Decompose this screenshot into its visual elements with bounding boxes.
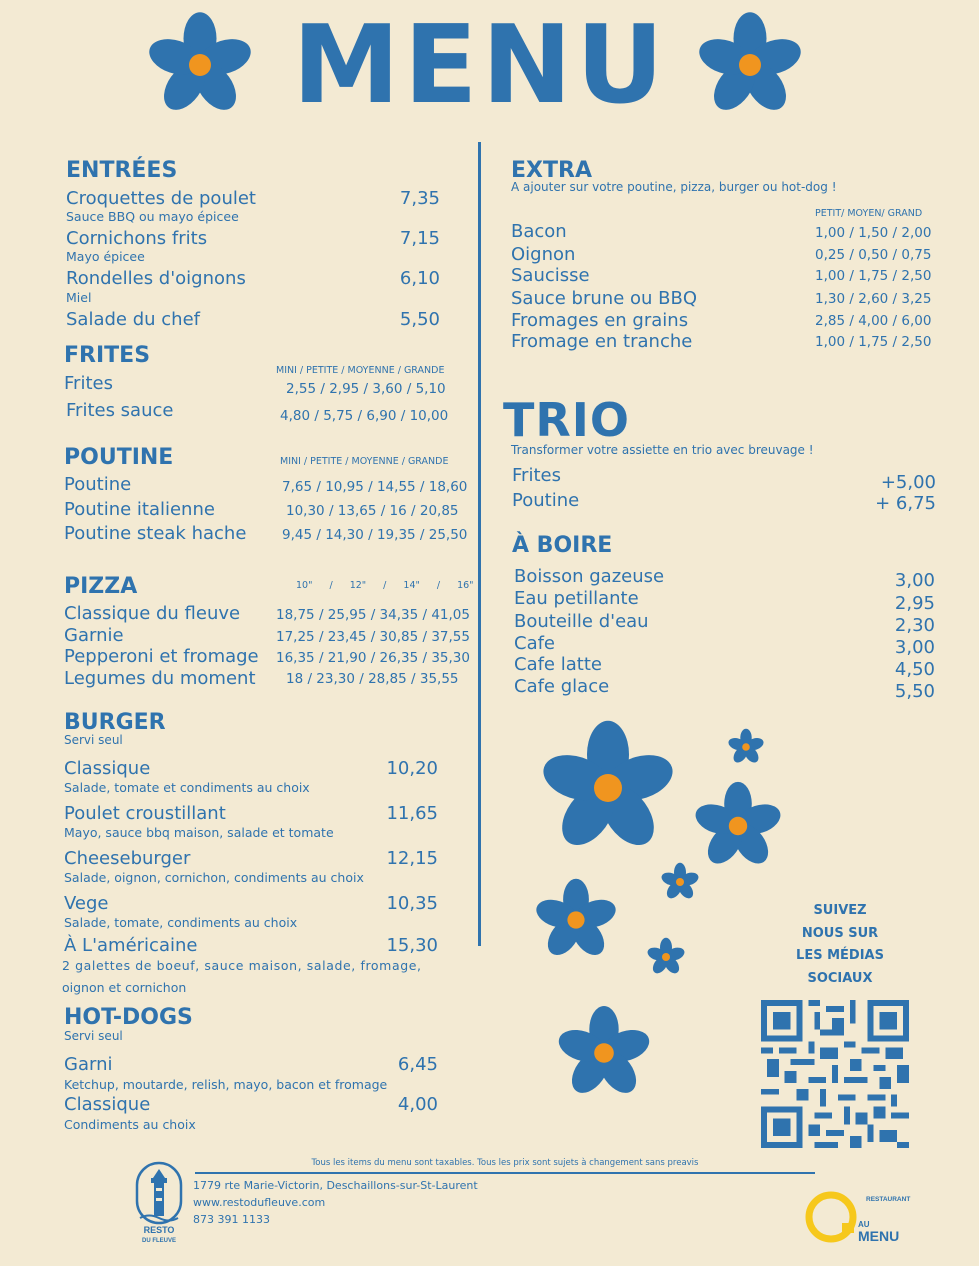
flower-icon [646,937,686,977]
item-name: Cafe latte [514,654,602,675]
social-line: SOCIAUX [807,970,873,986]
item-prices: 1,00 / 1,75 / 2,50 [815,268,932,284]
item-price: 3,00 [894,570,935,591]
section-subtitle: Transformer votre assiette en trio avec breuvage ! [511,443,814,457]
item-name: Classique [64,1094,151,1115]
item-name: Classique du fleuve [64,603,241,624]
item-name: Eau petillante [514,588,639,609]
item-name: Poutine steak hache [64,523,247,544]
social-line: NOUS SUR [801,925,879,941]
item-prices: 10,30 / 13,65 / 16 / 20,85 [286,503,459,519]
item-price: +5,00 [880,472,936,493]
item-prices: 18 / 23,30 / 28,85 / 35,55 [286,671,459,687]
social-line: SUIVEZ [813,903,867,918]
item-prices: 4,80 / 5,75 / 6,90 / 10,00 [280,408,449,424]
aliments-du-quebec-badge [804,1190,914,1246]
badge-small: RESTAURANT [866,1196,911,1203]
item-prices: 1,00 / 1,75 / 2,50 [815,334,932,350]
item-desc: Miel [66,290,92,305]
item-prices: 18,75 / 25,95 / 34,35 / 41,05 [276,607,470,623]
footer-phone: 873 391 1133 [193,1213,270,1226]
item-desc: Condiments au choix [64,1117,196,1132]
item-name: Poulet croustillant [64,803,226,824]
item-name: Fromages en grains [511,310,689,331]
item-price: 2,30 [894,615,935,636]
item-prices: 0,25 / 0,50 / 0,75 [815,247,932,263]
item-name: Cornichons frits [66,228,208,249]
item-prices: 1,00 / 1,50 / 2,00 [815,225,932,241]
item-name: Garnie [64,625,124,646]
item-prices: 1,30 / 2,60 / 3,25 [815,291,932,307]
item-desc: oignon et cornichon [62,980,187,995]
item-prices: 17,25 / 23,45 / 30,85 / 37,55 [276,629,470,645]
item-name: Cheeseburger [64,848,191,869]
item-desc: Ketchup, moutarde, relish, mayo, bacon et fromage [64,1077,388,1092]
item-name: Bouteille d'eau [514,611,649,632]
item-price: 7,15 [399,228,440,249]
section-subtitle: Servi seul [64,1029,123,1043]
item-prices: 2,85 / 4,00 / 6,00 [815,313,932,329]
footer-note: Tous les items du menu sont taxables. Tous les prix sont sujets à changement sans preavis [311,1158,699,1168]
item-name: Poutine [512,490,580,511]
resto-logo [134,1160,184,1248]
flower-icon [727,728,765,766]
item-price: 5,50 [399,309,440,330]
social-callout [770,900,910,990]
item-price: 6,45 [397,1054,438,1075]
badge-menu: MENU [858,1228,900,1244]
size-header: MINI / PETITE / MOYENNE / GRANDE [280,456,449,467]
section-title-entrees: ENTRÉES [66,158,178,183]
footer-divider [195,1172,815,1174]
flower-icon [690,10,810,120]
badge-au: AU [858,1220,870,1229]
item-name: Frites sauce [66,400,174,421]
item-name: Cafe [514,633,556,654]
section-title-poutine: POUTINE [64,445,174,470]
item-name: Sauce brune ou BBQ [511,288,698,309]
item-name: Fromage en tranche [511,331,693,352]
flower-icon [140,10,260,120]
item-price: + 6,75 [875,493,936,514]
item-name: Frites [64,373,113,394]
item-price: 3,00 [894,637,935,658]
item-name: Legumes du moment [64,668,256,689]
item-price: 4,50 [894,659,935,680]
item-price: 10,20 [386,758,438,779]
item-price: 6,10 [399,268,440,289]
item-price: 2,95 [894,593,935,614]
flower-icon [555,1004,653,1102]
column-divider [478,142,481,946]
flower-icon [538,718,678,858]
section-title-frites: FRITES [64,343,151,368]
item-desc: Salade, tomate et condiments au choix [64,780,310,795]
item-name: Frites [512,465,561,486]
item-price: 4,00 [397,1094,438,1115]
item-name: À L'américaine [64,935,198,956]
item-name: Croquettes de poulet [66,188,256,209]
item-price: 5,50 [894,681,935,702]
flower-icon [660,862,700,902]
item-name: Oignon [511,244,576,265]
item-prices: 2,55 / 2,95 / 3,60 / 5,10 [286,381,446,397]
section-title-burger: BURGER [64,710,166,735]
item-prices: 16,35 / 21,90 / 26,35 / 35,30 [276,650,470,666]
item-desc: Salade, oignon, cornichon, condiments au choix [64,870,364,885]
size-header: 10" / 12" / 14" / 16" [296,580,474,591]
section-subtitle: A ajouter sur votre poutine, pizza, burger ou hot-dog ! [511,180,837,194]
item-name: Salade du chef [66,309,200,330]
item-name: Boisson gazeuse [514,566,665,587]
item-name: Cafe glace [514,676,610,697]
item-name: Bacon [511,221,567,242]
logo-text: RESTO [143,1225,175,1235]
social-line: LES MÉDIAS [796,948,884,963]
footer-website[interactable]: www.restodufleuve.com [193,1196,326,1209]
item-price: 15,30 [386,935,438,956]
flower-icon [692,780,784,872]
qr-code[interactable] [760,1000,910,1148]
footer-address: 1779 rte Marie-Victorin, Deschaillons-sur-St-Laurent [193,1179,478,1192]
item-price: 11,65 [386,803,438,824]
section-title-pizza: PIZZA [64,574,138,599]
size-header: PETIT/ MOYEN/ GRAND [815,208,923,219]
menu-title: MENU [292,3,668,128]
flower-icon [533,877,619,963]
item-name: Rondelles d'oignons [66,268,246,289]
section-title-trio: TRIO [503,393,631,447]
logo-text: DU FLEUVE [141,1238,177,1244]
item-desc: 2 galettes de boeuf, sauce maison, salade, fromage, [62,958,422,973]
item-name: Poutine [64,474,132,495]
item-prices: 7,65 / 10,95 / 14,55 / 18,60 [282,479,468,495]
item-name: Vege [64,893,109,914]
item-price: 7,35 [399,188,440,209]
item-desc: Mayo, sauce bbq maison, salade et tomate [64,825,334,840]
section-title-boire: À BOIRE [512,533,613,558]
item-name: Garni [64,1054,113,1075]
size-header: MINI / PETITE / MOYENNE / GRANDE [276,365,445,376]
item-desc: Mayo épicee [66,249,145,264]
item-name: Saucisse [511,265,590,286]
item-name: Classique [64,758,151,779]
section-title-extra: EXTRA [511,158,592,183]
section-title-hotdogs: HOT-DOGS [64,1005,193,1030]
item-desc: Sauce BBQ ou mayo épicee [66,209,239,224]
item-desc: Salade, tomate, condiments au choix [64,915,298,930]
item-name: Pepperoni et fromage [64,646,259,667]
section-subtitle: Servi seul [64,733,123,747]
item-price: 10,35 [386,893,438,914]
item-price: 12,15 [386,848,438,869]
item-name: Poutine italienne [64,499,215,520]
item-prices: 9,45 / 14,30 / 19,35 / 25,50 [282,527,468,543]
